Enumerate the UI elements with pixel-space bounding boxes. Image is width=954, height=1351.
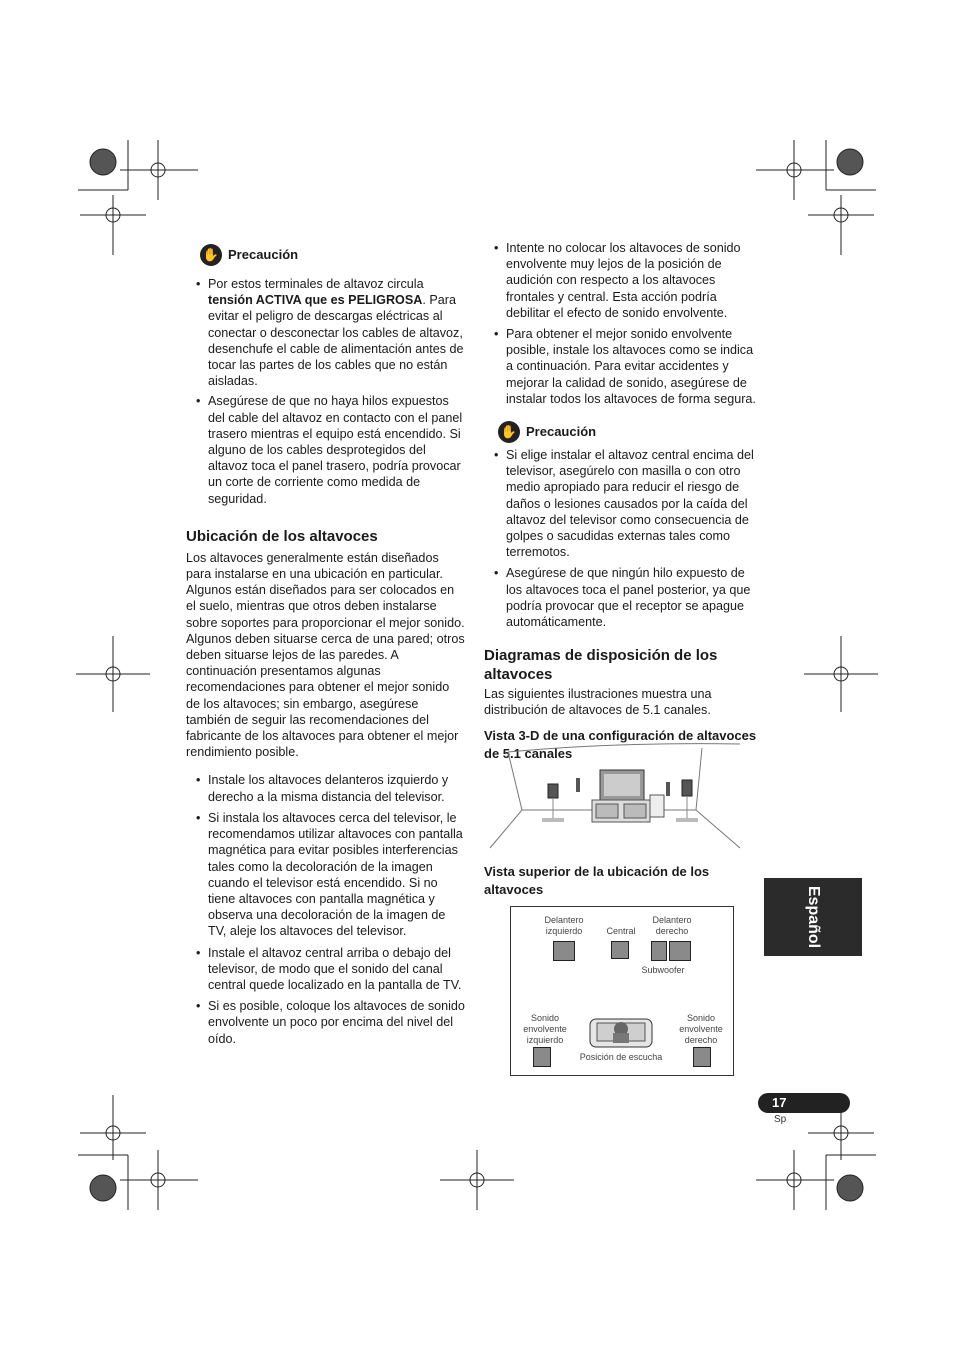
- hand-stop-icon: ✋: [498, 421, 520, 443]
- list-item: • Si elige instalar el altavoz central encima del televisor, asegúrelo con masilla o con otro medio apropiado para reducir el riesgo de daños o lesiones causados por la caída del altavoz del televisor como consecuencia de golpes o sacudidas externas tales como terremotos.: [484, 447, 758, 560]
- page-number-badge: [758, 1093, 850, 1113]
- label-surround-right: Sonido envolvente derecho: [679, 1013, 723, 1045]
- list-item: • Instale el altavoz central arriba o debajo del televisor, de modo que el sonido del canal central quede localizado en la pantalla de TV.: [186, 945, 466, 994]
- list-item: • Intente no colocar los altavoces de sonido envolvente muy lejos de la posición de audición con respecto a los altavoces frontales y central. Esta acción podría debilitar el efecto de sonido envolvente.: [484, 240, 758, 321]
- top-view-diagram: [510, 906, 734, 1076]
- hand-stop-icon: ✋: [200, 244, 222, 266]
- paragraph: Los altavoces generalmente están diseñados para instalarse en una ubicación en particular. Algunos están diseñados para ser colocados en el suelo, mientras que otros deben instalarse sobre soportes para proporcionar el mejor sonido. Algunos deben situarse cerca de una pared; otros deben situarse lejos de las paredes. A continuación presentamos algunas recomendaciones para obtener el mejor sonido de los altavoces; sin embargo, asegúrese también de seguir las recomendaciones del fabricante de los altavoces para obtener el mejor rendimiento posible.: [186, 550, 465, 760]
- sofa-icon: [589, 1015, 653, 1049]
- caution-title: Precaución: [526, 423, 597, 439]
- label-subwoofer: Subwoofer: [641, 965, 685, 975]
- label-surround-left: Sonido envolvente izquierdo: [523, 1013, 567, 1045]
- label-front-right: Delantero derecho: [652, 915, 692, 936]
- subwoofer-speaker: [651, 941, 667, 961]
- language-tab-label: Español: [805, 885, 822, 949]
- list-item: • Para obtener el mejor sonido envolvente posible, instale los altavoces como se indica a continuación. Para evitar accidentes y mejorar la calidad de sonido, asegúrese de instalar todos los altavoces de forma segura.: [484, 326, 758, 407]
- front-left-speaker: [553, 941, 575, 961]
- page-language-code: Sp: [774, 1114, 787, 1125]
- label-front-left: Delantero izquierdo: [544, 915, 584, 936]
- surround-list: [484, 240, 758, 407]
- placement-list: [186, 772, 466, 1046]
- page-number: 17: [772, 1095, 787, 1110]
- caution-header: [498, 421, 758, 443]
- caution-list: [484, 447, 758, 630]
- language-tab: [764, 878, 862, 956]
- room-3d-illustration: [484, 740, 744, 850]
- caution-title: Precaución: [228, 246, 299, 262]
- center-speaker: [611, 941, 629, 959]
- list-item: • Asegúrese de que ningún hilo expuesto de los altavoces toca el panel posterior, ya que podría provocar que el receptor se apague automáticamente.: [484, 565, 758, 630]
- subheading-3d: Vista 3-D de una configuración de altavoces de 5.1 canales: [484, 727, 757, 761]
- list-item: • Si es posible, coloque los altavoces de sonido envolvente un poco por encima del nivel del oído.: [186, 998, 466, 1047]
- front-right-speaker: [669, 941, 691, 961]
- section-heading: Ubicación de los altavoces: [186, 527, 378, 545]
- label-listening: Posición de escucha: [579, 1052, 663, 1062]
- right-column: [484, 240, 758, 763]
- list-item: • Si instala los altavoces cerca del televisor, le recomendamos utilizar altavoces con pantalla magnética para evitar posibles interferencias tales como la decoloración de la imagen cuando el televisor está encendido. Si no tiene altavoces con pantalla magnética y observa una decoloración de la imagen de TV, aleje los altavoces del televisor.: [186, 810, 466, 940]
- list-item: • Asegúrese de que no haya hilos expuestos del cable del altavoz en contacto con el panel trasero mientras el equipo está encendido. Si alguno de los cables desprotegidos del altavoz toca el panel trasero, podría provocar un corte de corriente como medida de seguridad.: [186, 393, 466, 506]
- label-center: Central: [606, 926, 636, 936]
- top-view-heading: Vista superior de la ubicación de los altavoces: [484, 864, 710, 897]
- paragraph: Las siguientes ilustraciones muestra una distribución de altavoces de 5.1 canales.: [484, 687, 712, 718]
- surround-right-speaker: [693, 1047, 711, 1067]
- left-column: [186, 244, 466, 1047]
- tv-icon: [600, 770, 644, 800]
- caution-list: [186, 276, 466, 507]
- list-item: • Por estos terminales de altavoz circula tensión ACTIVA que es PELIGROSA. Para evitar el peligro de descargas eléctricas al conectar o desconectar los cables de altavoz, desenchufe el cable de alimentación antes de tocar las partes de los cables que no están aisladas.: [186, 276, 466, 389]
- surround-left-speaker: [533, 1047, 551, 1067]
- list-item: • Instale los altavoces delanteros izquierdo y derecho a la misma distancia del televisor.: [186, 772, 466, 804]
- caution-header: [200, 244, 466, 266]
- section-heading: Diagramas de disposición de los altavoces: [484, 647, 718, 684]
